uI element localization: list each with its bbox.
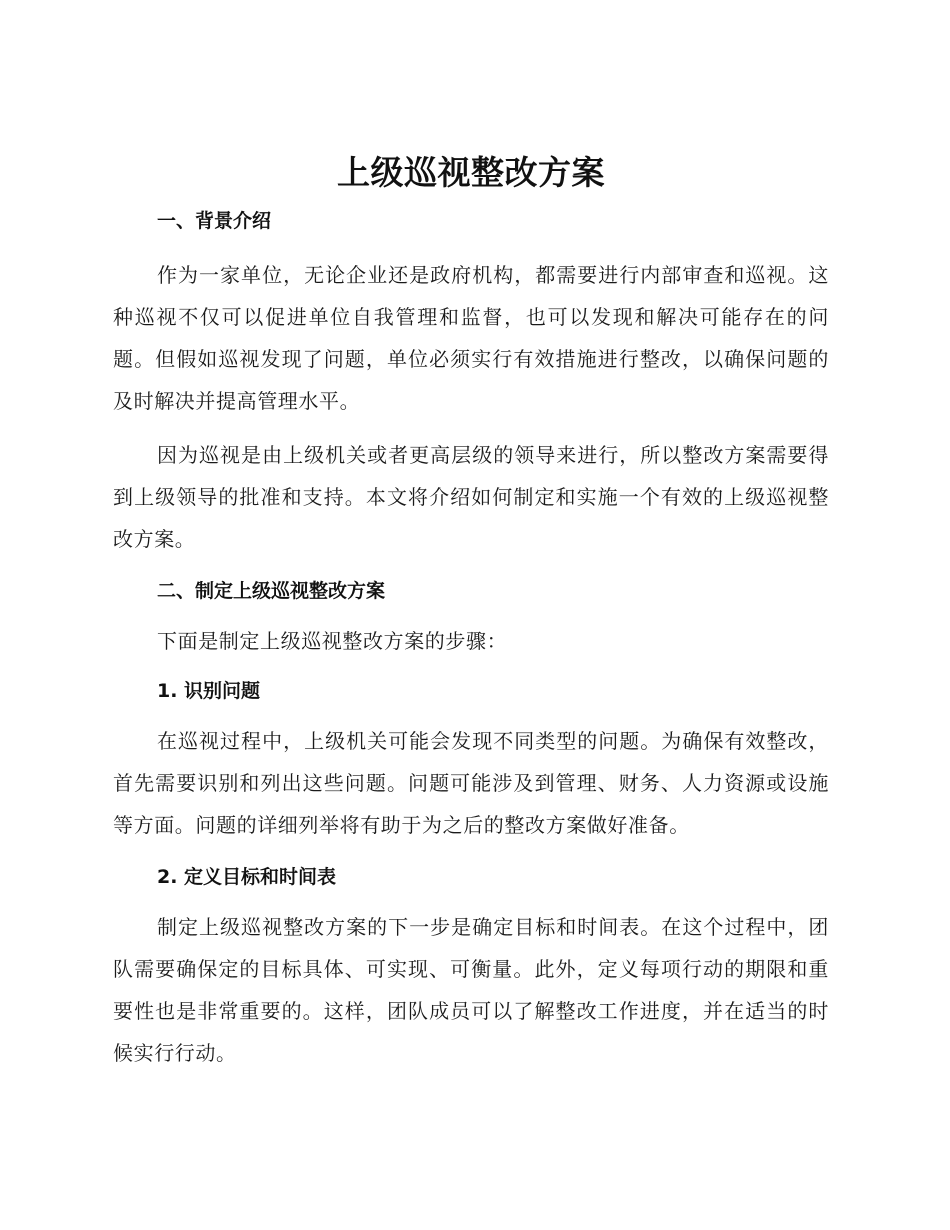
step-1-paragraph: 在巡视过程中，上级机关可能会发现不同类型的问题。为确保有效整改，首先需要识别和列出这些问题。问题可能涉及到管理、财务、人力资源或设施等方面。问题的详细列举将有助于为之后的整改方案做好准备。 xyxy=(113,729,829,837)
background-paragraph-2: 因为巡视是由上级机关或者更高层级的领导来进行，所以整改方案需要得到上级领导的批准和支持。本文将介绍如何制定和实施一个有效的上级巡视整改方案。 xyxy=(113,443,829,551)
section-heading-plan: 二、制定上级巡视整改方案 xyxy=(157,580,386,602)
step-2-paragraph: 制定上级巡视整改方案的下一步是确定目标和时间表。在这个过程中，团队需要确保定的目标具体、可实现、可衡量。此外，定义每项行动的期限和重要性也是非常重要的。这样，团队成员可以了解整改工作进度，并在适当的时候实行行动。 xyxy=(113,915,829,1065)
document-page xyxy=(113,150,829,1074)
document-title: 上级巡视整改方案 xyxy=(337,153,605,192)
step-1-heading: 1. 识别问题 xyxy=(157,680,261,702)
step-2-heading: 2. 定义目标和时间表 xyxy=(157,866,337,888)
section-heading-background: 一、背景介绍 xyxy=(157,210,272,232)
background-paragraph-1: 作为一家单位，无论企业还是政府机构，都需要进行内部审查和巡视。这种巡视不仅可以促进单位自我管理和监督，也可以发现和解决可能存在的问题。但假如巡视发现了问题，单位必须实行有效措施进行整改，以确保问题的及时解决并提高管理水平。 xyxy=(113,263,829,413)
steps-intro-paragraph: 下面是制定上级巡视整改方案的步骤： xyxy=(157,629,508,653)
